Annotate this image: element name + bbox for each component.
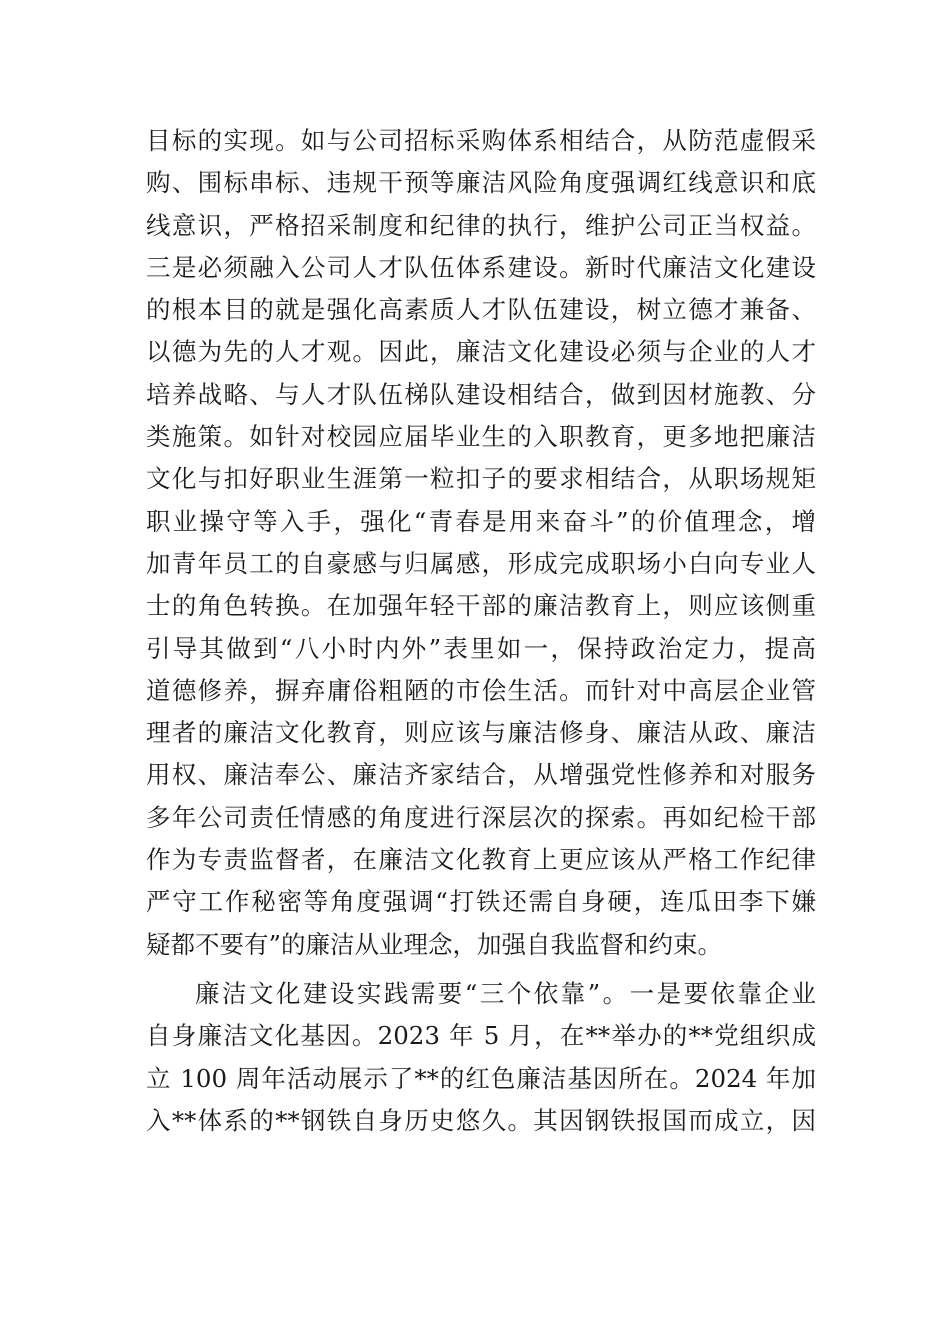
paragraph-first-line: 廉洁文化建设实践需要“三个依靠”。一是要依靠企业	[195, 978, 816, 1008]
text-line: 的根本目的就是强化高素质人才队伍建设，树立德才兼备、	[146, 295, 816, 325]
text-line: 道德修养，摒弃庸俗粗陋的市侩生活。而针对中高层企业管	[146, 675, 816, 705]
text-line: 培养战略、与人才队伍梯队建设相结合，做到因材施教、分	[146, 379, 816, 409]
text-line: 三是必须融入公司人才队伍体系建设。新时代廉洁文化建设	[146, 252, 816, 282]
text-line: 文化与扣好职业生涯第一粒扣子的要求相结合，从职场规矩	[146, 464, 816, 494]
text-line: 理者的廉洁文化教育，则应该与廉洁修身、廉洁从政、廉洁	[146, 718, 816, 748]
text-line: 加青年员工的自豪感与归属感，形成完成职场小白向专业人	[146, 548, 816, 578]
text-line: 士的角色转换。在加强年轻干部的廉洁教育上，则应该侧重	[146, 591, 816, 621]
text-line: 入**体系的**钢铁自身历史悠久。其因钢铁报国而成立，因	[146, 1105, 816, 1135]
text-line: 类施策。如针对校园应届毕业生的入职教育，更多地把廉洁	[146, 422, 816, 452]
text-line: 以德为先的人才观。因此，廉洁文化建设必须与企业的人才	[146, 337, 816, 367]
text-line: 目标的实现。如与公司招标采购体系相结合，从防范虚假采	[146, 126, 816, 155]
paragraph-gap	[146, 966, 816, 973]
text-line: 多年公司责任情感的角度进行深层次的探索。再如纪检干部	[146, 802, 816, 832]
text-line: 严守工作秘密等角度强调“打铁还需自身硬，连瓜田李下嫌	[146, 887, 816, 917]
text-line: 立 100 周年活动展示了**的红色廉洁基因所在。2024 年加	[146, 1063, 816, 1093]
paragraph-end-line: 疑都不要有”的廉洁从业理念，加强自我监督和约束。	[146, 929, 723, 959]
text-line: 引导其做到“八小时内外”表里如一，保持政治定力，提高	[146, 633, 816, 663]
text-line: 职业操守等入手，强化“青春是用来奋斗”的价值理念，增	[146, 506, 816, 536]
text-line: 线意识，严格招采制度和纪律的执行，维护公司正当权益。	[146, 210, 816, 240]
text-line: 购、围标串标、违规干预等廉洁风险角度强调红线意识和底	[146, 168, 816, 198]
text-line: 作为专责监督者，在廉洁文化教育上更应该从严格工作纪律	[146, 845, 816, 875]
text-line: 用权、廉洁奉公、廉洁齐家结合，从增强党性修养和对服务	[146, 760, 816, 790]
document-body	[146, 120, 816, 1142]
text-line: 自身廉洁文化基因。2023 年 5 月，在**举办的**党组织成	[146, 1021, 816, 1051]
